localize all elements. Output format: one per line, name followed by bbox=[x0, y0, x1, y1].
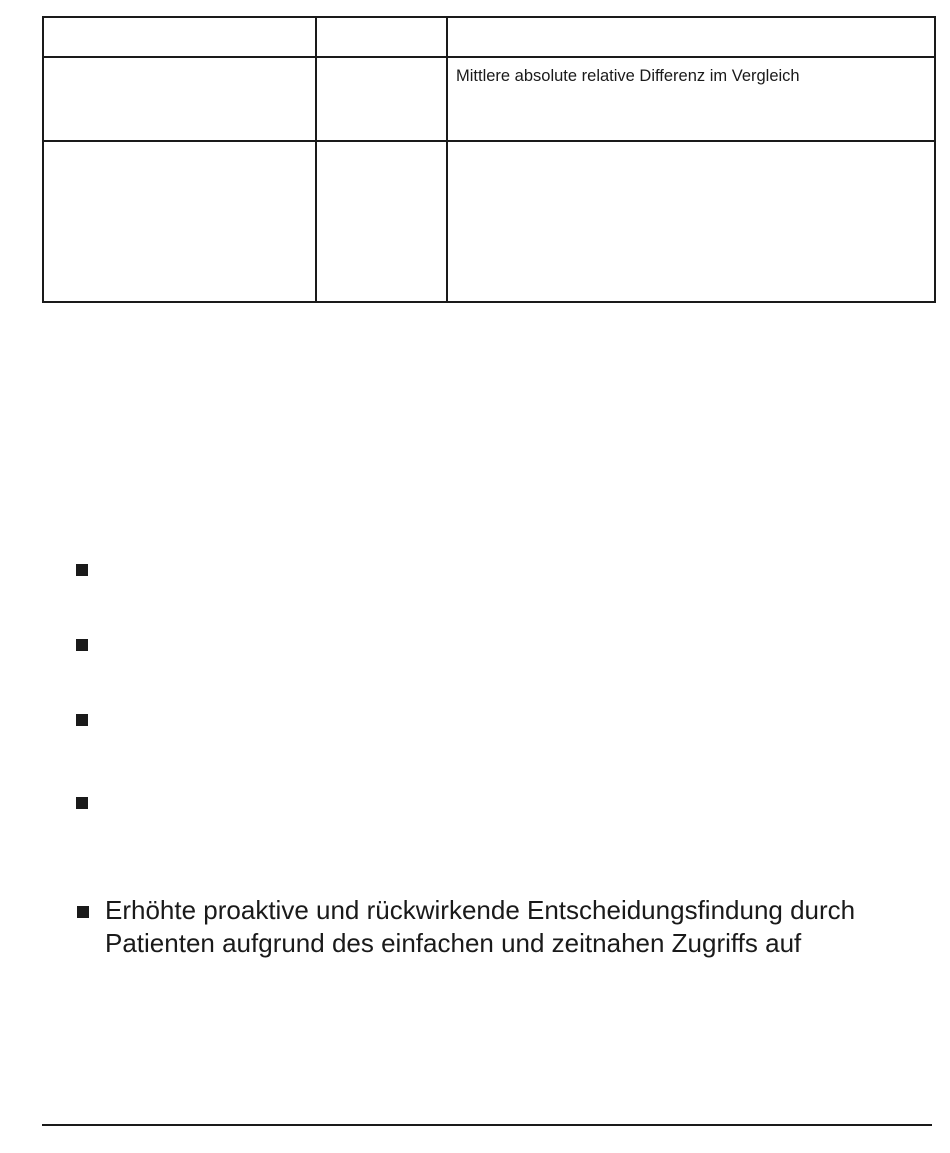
table-row bbox=[43, 141, 935, 302]
table-cell bbox=[447, 57, 935, 141]
table-row bbox=[43, 17, 935, 57]
table-cell bbox=[43, 141, 316, 302]
bullet-marker bbox=[76, 639, 88, 651]
table-cell bbox=[447, 17, 935, 57]
bullet-text: Erhöhte proaktive und rückwirkende Entscheidungsfindung durch Patienten aufgrund des einfachen und zeitnahen Zugriffs auf bbox=[105, 895, 856, 958]
spec-table bbox=[42, 16, 936, 303]
footer-divider bbox=[42, 1124, 932, 1126]
bullet-marker bbox=[76, 797, 88, 809]
table-row bbox=[43, 57, 935, 141]
table-cell bbox=[447, 141, 935, 302]
metric-description: Mittlere absolute relative Differenz im Vergleich bbox=[456, 67, 800, 85]
table-cell bbox=[43, 17, 316, 57]
bullet-marker bbox=[76, 714, 88, 726]
table-cell bbox=[316, 141, 447, 302]
table-cell bbox=[316, 57, 447, 141]
bullet-marker bbox=[77, 906, 89, 918]
table-cell bbox=[43, 57, 316, 141]
bullet-marker bbox=[76, 564, 88, 576]
table-cell bbox=[316, 17, 447, 57]
